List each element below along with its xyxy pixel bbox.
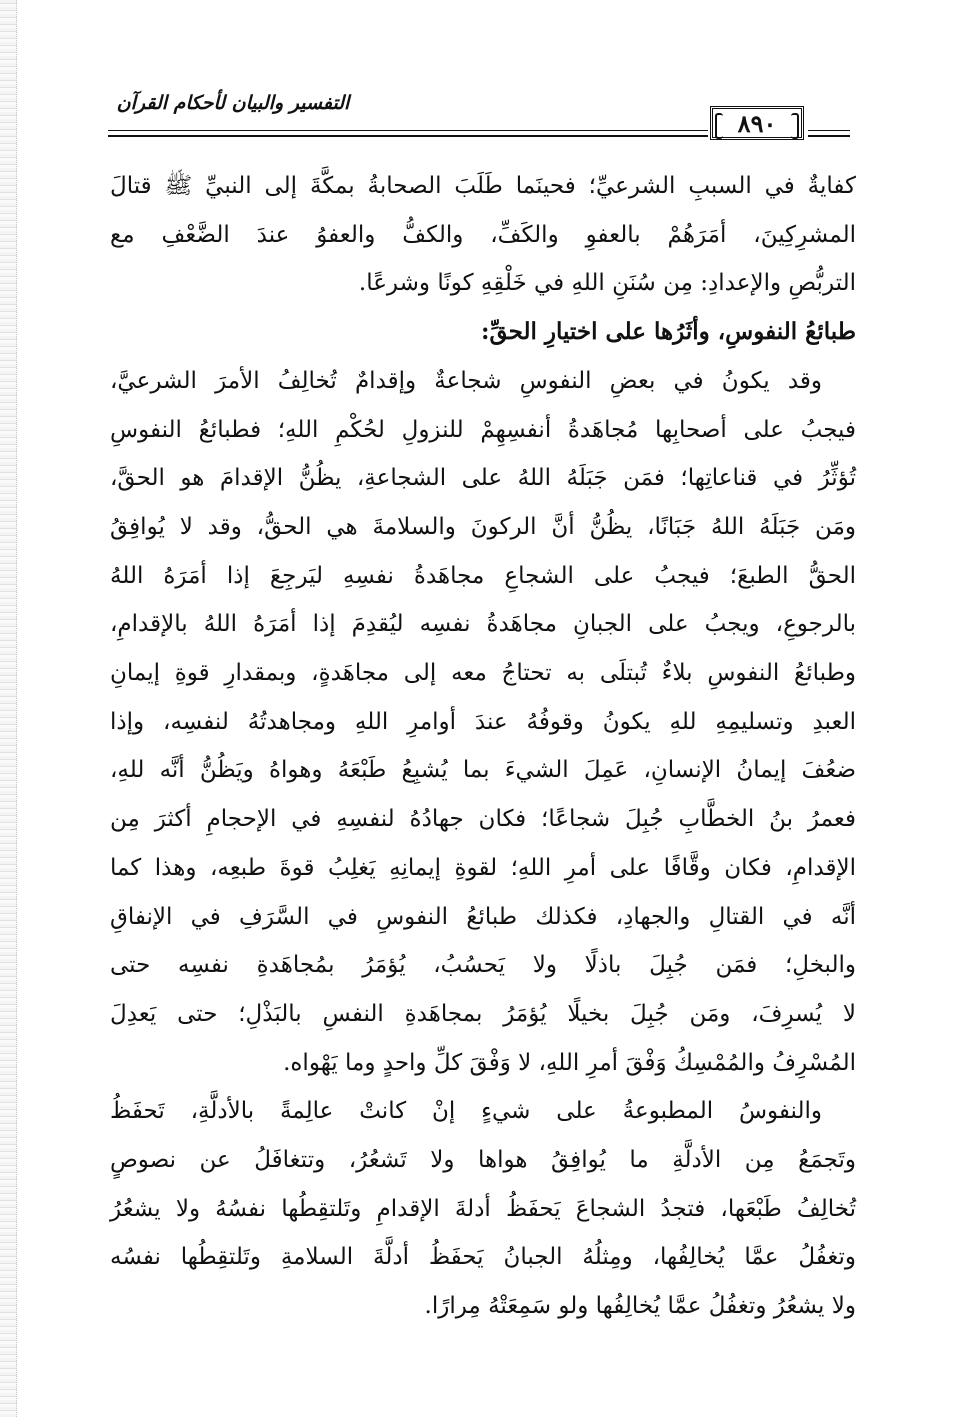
text-line: بالرجوعِ، ويجبُ على الجبانِ مجاهَدةُ نفسِه ليُقدِمَ إذا أمَرَهُ اللهُ بالإقدامِ، [110, 611, 856, 638]
text-line: والبخلِ؛ فمَن جُبِلَ باذلًا ولا يَحسُبُ، يُؤمَرُ بمُجاهَدةِ نفسِه حتى [110, 952, 856, 979]
paragraph [110, 1087, 856, 1331]
paragraph [110, 162, 856, 308]
section-heading [110, 308, 856, 357]
text-line: ضعُفَ إيمانُ الإنسانِ، عَمِلَ الشيءَ بما يُشبِعُ طَبْعَهُ وهواهُ ويَظُنُّ أنَّه للهِ، [110, 757, 856, 784]
header-rule-right [808, 130, 850, 137]
text-line: تُؤثِّرُ في قناعاتِها؛ فمَن جَبَلَهُ اللهُ على الشجاعةِ، يظُنُّ الإقدامَ هو الحقَّ، [110, 465, 856, 492]
text-line: وقد يكونُ في بعضِ النفوسِ شجاعةٌ وإقدامٌ تُخالِفُ الأمرَ الشرعيَّ، [110, 367, 822, 394]
header-rule-left [108, 130, 708, 137]
text-line: الحقُّ الطبعَ؛ فيجبُ على الشجاعِ مجاهَدةُ نفسِهِ ليَرجِعَ إذا أمَرَهُ اللهُ [110, 562, 856, 589]
text-line: المشرِكِينَ، أمَرَهُمْ بالعفوِ والكَفِّ، والكفُّ والعفوُ عندَ الضَّعْفِ مع [110, 221, 856, 248]
paragraph [110, 357, 856, 1088]
text-line: طبائعُ النفوسِ، وأثَرُها على اختيارِ الحقِّ: [480, 318, 856, 346]
page-number: ٨٩٠ [737, 108, 777, 138]
text-line: الإقدامِ، فكان وقَّافًا على أمرِ اللهِ؛ لقوةِ إيمانِهِ يَغلِبُ قوةَ طبعِه، وهذا كما [110, 854, 856, 881]
text-line: والنفوسُ المطبوعةُ على شيءٍ إنْ كانتْ عالِمةً بالأدلَّةِ، تَحفَظُ [110, 1098, 822, 1125]
page-header [108, 86, 850, 146]
text-line: وتَجمَعُ مِن الأدلَّةِ ما يُوافِقُ هواها ولا تَشعُرُ، وتتغافَلُ عن نصوصٍ [110, 1147, 856, 1174]
text-line: لا يُسرِفَ، ومَن جُبِلَ بخيلًا يُؤمَرُ بمجاهَدةِ النفسِ بالبَذْلِ؛ حتى يَعدِلَ [110, 1000, 856, 1027]
page-number-box [710, 106, 804, 140]
text-line: فيجبُ على أصحابِها مُجاهَدةُ أنفسِهِمْ للنزولِ لحُكْمِ اللهِ؛ فطبائعُ النفوسِ [110, 416, 856, 443]
scan-edge [0, 0, 17, 1417]
text-line: أنَّه في القتالِ والجهادِ، فكذلك طبائعُ النفوسِ في السَّرَفِ في الإنفاقِ [110, 903, 856, 930]
running-title: التفسير والبيان لأحكام القرآن [116, 92, 350, 114]
text-line: كفايةٌ في السببِ الشرعيِّ؛ فحينَما طَلَبَ الصحابةُ بمكَّةَ إلى النبيِّ ﷺ قتالَ [110, 173, 856, 199]
text-line: وطبائعُ النفوسِ بلاءٌ تُبتلَى به تحتاجُ معه إلى مجاهَدةٍ، وبمقدارِ قوةِ إيمانِ [110, 660, 856, 687]
text-line: فعمرُ بنُ الخطَّابِ جُبِلَ شجاعًا؛ فكان جهادُهُ لنفسِهِ في الإحجامِ أكثرَ مِن [110, 806, 856, 833]
text-line: التربُّصِ والإعدادِ: مِن سُنَنِ اللهِ في خَلْقِهِ كونًا وشرعًا. [358, 270, 856, 297]
text-line: ولا يشعُرُ وتغفُلُ عمَّا يُخالِفُها ولو سَمِعَتْهُ مِرارًا. [424, 1293, 856, 1320]
text-line: تُخالِفُ طَبْعَها، فتجدُ الشجاعَ يَحفَظُ أدلةَ الإقدامِ وتَلتقِطُها نفسُهُ ولا يشعُرُ [110, 1195, 856, 1222]
text-line: المُسْرِفُ والمُمْسِكُ وَفْقَ أمرِ اللهِ، لا وَفْقَ كلِّ واحدٍ وما يَهْواه. [283, 1049, 856, 1076]
text-line: وتغفُلُ عمَّا يُخالِفُها، ومِثلُهُ الجبانُ يَحفَظُ أدلَّةَ السلامةِ وتَلتقِطُها نفسُه [110, 1244, 856, 1271]
text-line: ومَن جَبَلَهُ اللهُ جَبَانًا، يظُنُّ أنَّ الركونَ والسلامةَ هي الحقُّ، وقد لا يُوافِقُ [110, 513, 856, 540]
text-line: العبدِ وتسليمِهِ للهِ يكونُ وقوفُهُ عندَ أوامرِ اللهِ ومجاهدتُهُ لنفسِه، وإذا [110, 708, 856, 735]
body-text [110, 162, 856, 1331]
